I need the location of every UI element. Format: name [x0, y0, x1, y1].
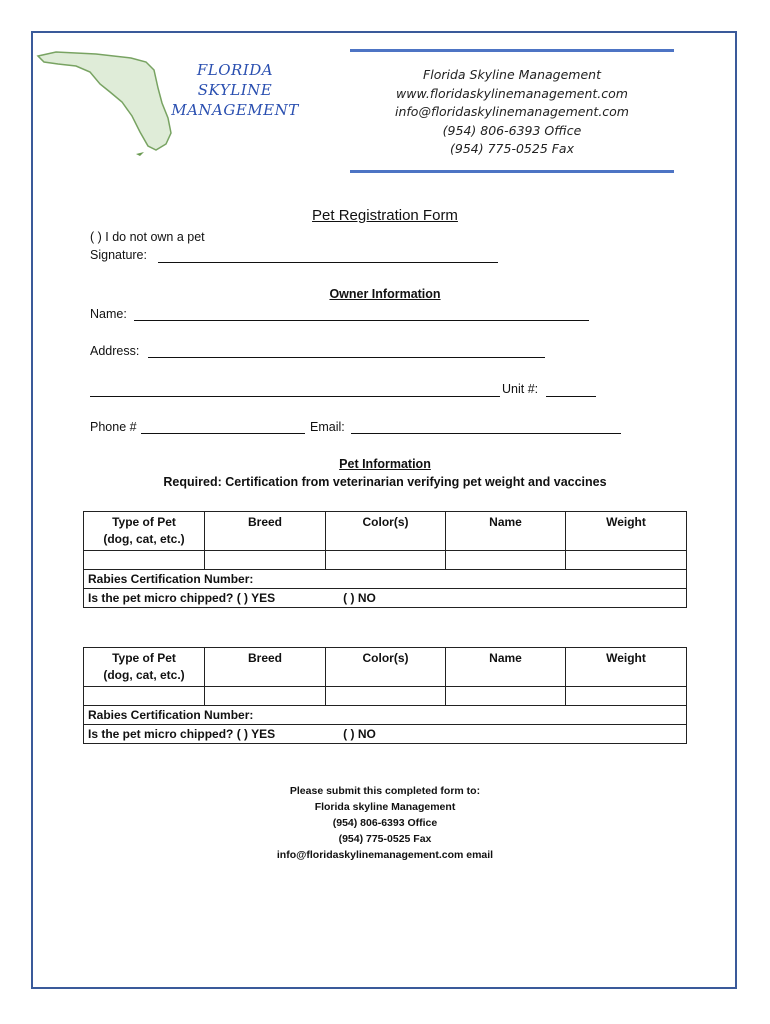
footer-office: (954) 806-6393 Office — [332, 817, 438, 829]
microchip-row[interactable]: Is the pet micro chipped? ( ) YES ( ) NO — [84, 589, 687, 608]
logo-line-1: FLORIDA — [196, 61, 274, 79]
name-label: Name: — [90, 307, 127, 321]
address-line-2-field[interactable] — [90, 396, 500, 397]
col-colors: Color(s) — [326, 512, 446, 551]
unit-field[interactable] — [546, 396, 596, 397]
phone-label: Phone # — [90, 420, 137, 434]
pet-table-2 — [83, 647, 687, 744]
logo-line-3: MANAGEMENT — [171, 101, 299, 119]
footer-email[interactable]: info@floridaskylinemanagement.com email — [276, 849, 494, 861]
type-of-pet-cell[interactable] — [84, 687, 205, 706]
logo-line-2: SKYLINE — [197, 81, 273, 99]
email-link[interactable]: info@floridaskylinemanagement.com — [395, 104, 629, 119]
col-name: Name — [446, 648, 566, 687]
name-field[interactable] — [134, 320, 589, 321]
footer-fax: (954) 775-0525 Fax — [338, 833, 432, 845]
signature-field[interactable] — [158, 262, 498, 263]
owner-heading: Owner Information — [329, 287, 441, 301]
weight-cell[interactable] — [566, 687, 687, 706]
rabies-row[interactable]: Rabies Certification Number: — [84, 706, 687, 725]
email-label: Email: — [310, 420, 345, 434]
col-name: Name — [446, 512, 566, 551]
breed-cell[interactable] — [205, 687, 326, 706]
fax-number: (954) 775-0525 Fax — [450, 141, 574, 156]
col-weight: Weight — [566, 648, 687, 687]
footer-line-1: Please submit this completed form to: — [289, 785, 481, 797]
col-breed: Breed — [205, 648, 326, 687]
breed-cell[interactable] — [205, 551, 326, 570]
company-name: Florida Skyline Management — [423, 67, 601, 82]
pet-heading: Pet Information — [339, 457, 431, 471]
col-breed: Breed — [205, 512, 326, 551]
phone-field[interactable] — [141, 433, 305, 434]
rabies-row[interactable]: Rabies Certification Number: — [84, 570, 687, 589]
header-rule-bottom — [350, 170, 674, 173]
name-cell[interactable] — [446, 687, 566, 706]
no-pet-checkbox-label[interactable]: ( ) I do not own a pet — [90, 230, 205, 244]
name-cell[interactable] — [446, 551, 566, 570]
address-label: Address: — [90, 344, 140, 358]
header-rule-top — [350, 49, 674, 52]
footer-company: Florida skyline Management — [314, 801, 456, 813]
signature-label: Signature: — [90, 248, 147, 262]
weight-cell[interactable] — [566, 551, 687, 570]
address-field[interactable] — [148, 357, 545, 358]
col-type-of-pet: Type of Pet (dog, cat, etc.) — [84, 512, 205, 551]
submit-instructions — [0, 783, 770, 863]
microchip-row[interactable]: Is the pet micro chipped? ( ) YES ( ) NO — [84, 725, 687, 744]
col-weight: Weight — [566, 512, 687, 551]
pet-requirement: Required: Certification from veterinarian verifying pet weight and vaccines — [163, 475, 607, 489]
email-field[interactable] — [351, 433, 621, 434]
contact-block — [350, 66, 674, 159]
col-type-of-pet: Type of Pet (dog, cat, etc.) — [84, 648, 205, 687]
colors-cell[interactable] — [326, 687, 446, 706]
pet-table-1 — [83, 511, 687, 608]
colors-cell[interactable] — [326, 551, 446, 570]
website-link[interactable]: www.floridaskylinemanagement.com — [396, 85, 628, 101]
logo-text — [160, 60, 310, 120]
unit-label: Unit #: — [502, 382, 539, 396]
form-title: Pet Registration Form — [312, 207, 458, 224]
col-colors: Color(s) — [326, 648, 446, 687]
type-of-pet-cell[interactable] — [84, 551, 205, 570]
office-phone: (954) 806-6393 Office — [442, 122, 582, 138]
